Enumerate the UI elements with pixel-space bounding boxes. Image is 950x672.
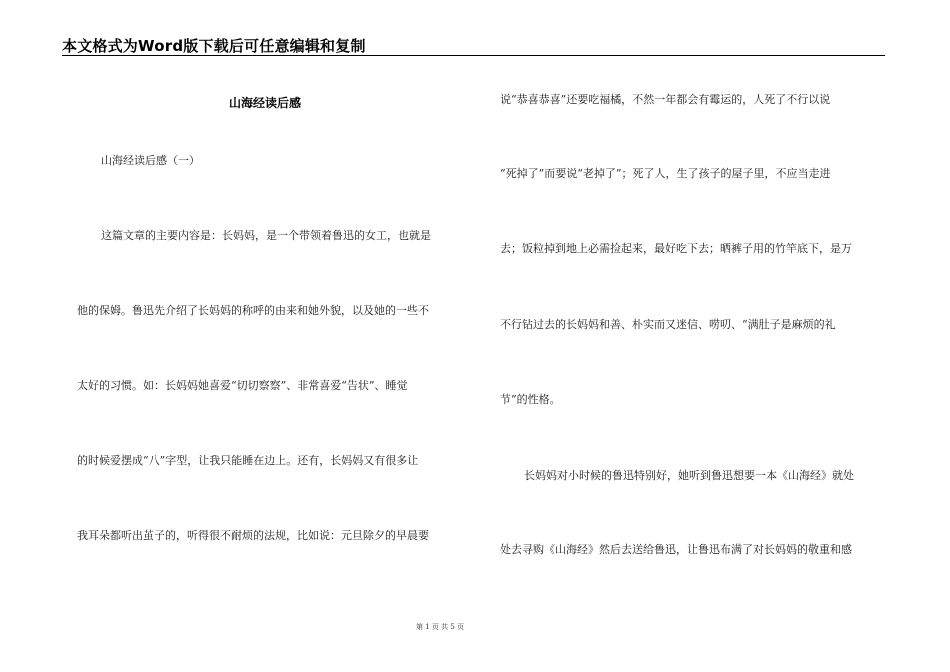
header-divider xyxy=(62,55,885,56)
page-number: 第 1 页 共 5 页 xyxy=(415,623,465,631)
text-line: 这篇文章的主要内容是：长妈妈，是一个带领着鲁迅的女工，也就是 xyxy=(101,229,431,242)
header-title: 本文格式为Word版下载后可任意编辑和复制 xyxy=(62,37,366,55)
text-line: 处去寻购《山海经》然后去送给鲁迅，让鲁迅布满了对长妈妈的敬重和感 xyxy=(500,543,852,556)
text-line: 他的保姆。鲁迅先介绍了长妈妈的称呼的由来和她外貌，以及她的一些不 xyxy=(77,304,429,317)
text-line: 不行钻过去的长妈妈和善、朴实而又迷信、唠叨、“满肚子是麻烦的礼 xyxy=(500,318,836,331)
text-line: “死掉了”而要说“老掉了”；死了人，生了孩子的屋子里，不应当走进 xyxy=(500,167,831,180)
text-line: 山海经读后感（一） xyxy=(101,154,200,167)
text-line: 说“恭喜恭喜”还要吃福橘，不然一年都会有霉运的，人死了不行以说 xyxy=(500,93,831,106)
text-line: 我耳朵都听出茧子的，听得很不耐烦的法规，比如说：元旦除夕的早晨要 xyxy=(77,529,429,542)
text-line: 的时候爱摆成“八”字型，让我只能睡在边上。还有，长妈妈又有很多让 xyxy=(77,454,419,467)
text-line: 太好的习惯。如：长妈妈她喜爱“切切察察”、非常喜爱“告状”、睡觉 xyxy=(77,379,408,392)
text-line: 节”的性格。 xyxy=(500,393,561,406)
text-line: 去；饭粒掉到地上必需捡起来，最好吃下去；晒裤子用的竹竿底下，是万 xyxy=(500,242,852,255)
text-line: 长妈妈对小时候的鲁迅特别好，她听到鲁迅想要一本《山海经》就处 xyxy=(524,469,854,482)
document-title: 山海经读后感 xyxy=(228,96,301,110)
